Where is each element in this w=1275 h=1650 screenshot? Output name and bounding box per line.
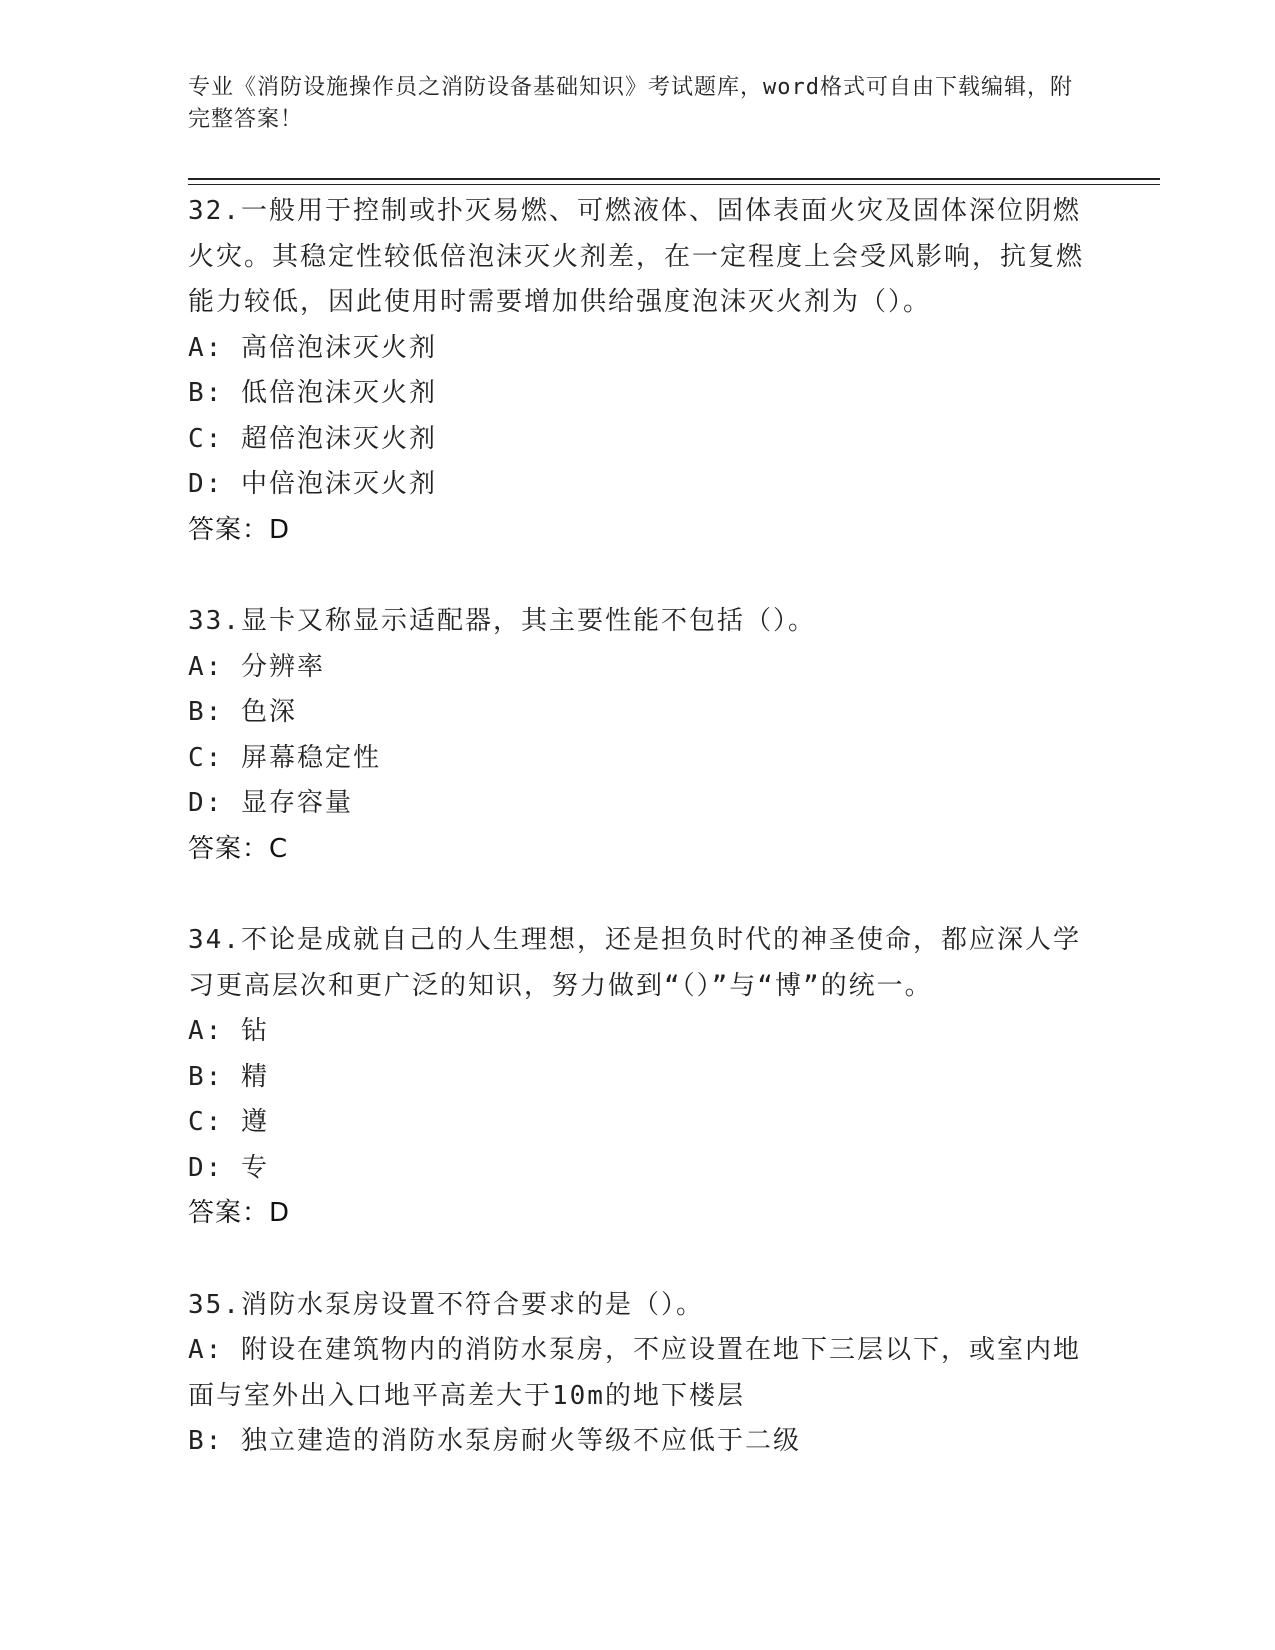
question-stem: 34.不论是成就自己的人生理想，还是担负时代的神圣使命，都应深人学习更高层次和更广泛的知识，努力做到“（）”与“博”的统一。 [188, 925, 1081, 1001]
question-stem: 32.一般用于控制或扑灭易燃、可燃液体、固体表面火灾及固体深位阴燃火灾。其稳定性较低倍泡沫灭火剂差，在一定程度上会受风影响，抗复燃能力较低，因此使用时需要增加供给强度泡沫灭火剂为（）。 [188, 196, 1085, 317]
option-d: D: 中倍泡沫灭火剂 [188, 469, 437, 499]
option-b: B: 低倍泡沫灭火剂 [188, 378, 437, 408]
document-header: 专业《消防设施操作员之消防设备基础知识》考试题库，word格式可自由下载编辑，附完整答案！ [188, 75, 1073, 132]
option-b: B: 独立建造的消防水泵房耐火等级不应低于二级 [188, 1426, 801, 1456]
option-d: D: 专 [188, 1152, 269, 1183]
option-a: A: 分辨率 [188, 651, 325, 682]
question-33 [188, 599, 1088, 872]
option-c: C: 遵 [188, 1107, 269, 1137]
option-a: A: 钻 [188, 1016, 269, 1046]
option-a: A: 高倍泡沫灭火剂 [188, 332, 437, 363]
question-stem: 35.消防水泵房设置不符合要求的是（）。 [188, 1289, 704, 1320]
question-35 [188, 1283, 1088, 1465]
option-b: B: 色深 [188, 697, 297, 727]
question-34 [188, 918, 1088, 1237]
answer-label: 答案：D [188, 514, 291, 545]
header-divider-thick [188, 178, 1160, 180]
option-c: C: 超倍泡沫灭火剂 [188, 423, 437, 454]
question-list [188, 189, 1088, 1511]
question-32 [188, 189, 1088, 553]
answer-label: 答案：C [188, 833, 289, 864]
option-b: B: 精 [188, 1061, 269, 1092]
option-a: A: 附设在建筑物内的消防水泵房，不应设置在地下三层以下，或室内地面与室外出入口地平高差大于10m的地下楼层 [188, 1335, 1081, 1411]
question-stem: 33.显卡又称显示适配器，其主要性能不包括（）。 [188, 606, 816, 636]
answer-label: 答案：D [188, 1198, 291, 1228]
option-c: C: 屏幕稳定性 [188, 742, 381, 773]
option-d: D: 显存容量 [188, 788, 353, 818]
header-divider-thin [188, 184, 1160, 185]
